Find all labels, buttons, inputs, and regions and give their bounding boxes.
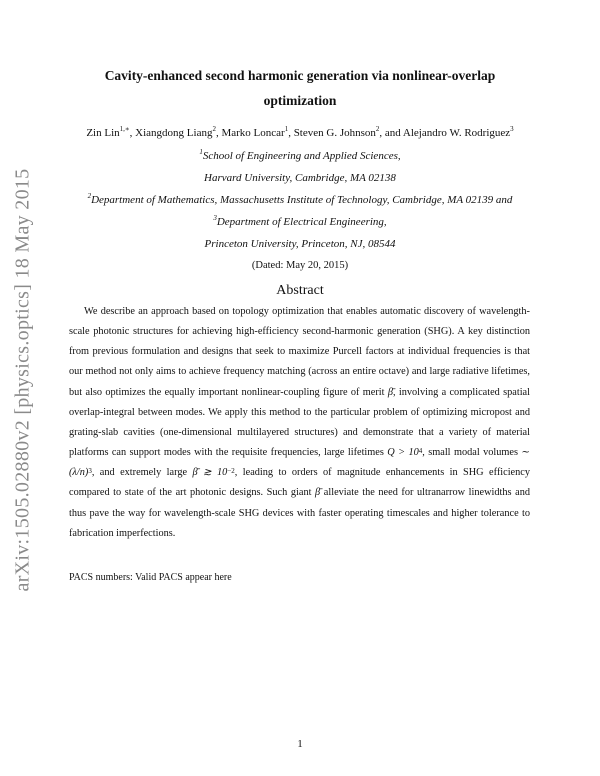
paper-title-line-1: Cavity-enhanced second harmonic generation via nonlinear-overlap [104,68,496,83]
author-conjunction: , and [379,127,403,139]
affiliation-1-line-2: Harvard University, Cambridge, MA 02138 [204,172,396,184]
affiliation-3-line-1: $^3$Department of Electrical Engineering, [213,214,387,228]
author-affiliation-mark: 2 [212,125,216,133]
author-affiliation-mark: 2 [375,125,380,133]
math-beta: β̄ [387,386,393,398]
author-affiliation-mark: 3 [510,125,514,133]
affiliation-mark: 2 [87,192,92,200]
abstract-heading: Abstract [276,283,324,298]
affiliation-2: $^2$Department of Mathematics, Massachusetts Institute of Technology, Cambridge, MA 02139 and [87,192,513,206]
author-affiliation-mark: 1 [284,125,289,133]
paper-title-line-2: optimization [263,93,337,108]
abstract-paragraph: We describe an approach based on topology optimization that enables automatic discovery of wavelength-scale photonic structures for achieving high-efficiency second-harmonic generation (SHG). A key distinction from previous formulation and designs that seek to maximize Purcell factors at individual frequencies is that our method not only aims to achieve frequency matching (across an entire octave) and large radiative lifetimes, but also optimizes the equally important nonlinear-coupling figure of merit β̄, involving a complicated spatial overlap-integral between modes. We apply this method to the particular problem of optimizing micropost and grating-slab cavities (one-dimensional multilayered structures) and demonstrate that a variety of material platforms can support modes with the requisite frequencies, large lifetimes $Q > 10^4$, small modal volumes ∼ $(\lambda/n)^3$, and extremely large β̄ ≳ $10^{-2}$, leading to orders of magnitude enhancements in SHG efficiency compared to state of the art photonic designs. Such giant β̄ alleviate the need for ultranarrow linewidths and thus pave the way for wavelength-scale SHG devices with faster operating timescales and higher tolerance to fabrication imperfections. [69,306,531,539]
math-volume: ∼ (λ/n) [69,447,531,479]
affiliation-3-line-2: Princeton University, Princeton, NJ, 08544 [204,238,396,250]
math-q: Q > 10 [387,447,419,459]
math-beta: β̄ [315,487,321,499]
date-line: (Dated: May 20, 2015) [251,260,349,271]
author-affiliation-mark: 1,∗ [119,125,130,133]
author-name: Steven G. Johnson [293,127,376,139]
math-beta-bound: β̄ ≳ 10 [192,467,228,479]
affiliation-1-line-1: $^1$School of Engineering and Applied Sciences, [199,148,401,162]
arxiv-stamp: arXiv:1505.02880v2 [physics.optics] 18 May 2015 [11,168,34,592]
page-number: 1 [297,738,303,750]
affiliation-mark: 3 [213,214,217,222]
pacs-numbers: PACS numbers: Valid PACS appear here [69,572,232,583]
author-list: Zin Lin$^{1,∗}$, Xiangdong Liang$^2$, Marko Loncar$^1$, Steven G. Johnson$^2$, and Alejandro W. Rodriguez$^3$ [86,125,514,139]
author-name: Marko Loncar [221,127,285,139]
author-name: Xiangdong Liang [135,127,213,139]
author-name: Zin Lin [86,127,120,139]
affiliation-mark: 1 [199,148,203,156]
author-name: Alejandro W. Rodriguez [402,127,511,139]
abstract-body [69,302,530,544]
